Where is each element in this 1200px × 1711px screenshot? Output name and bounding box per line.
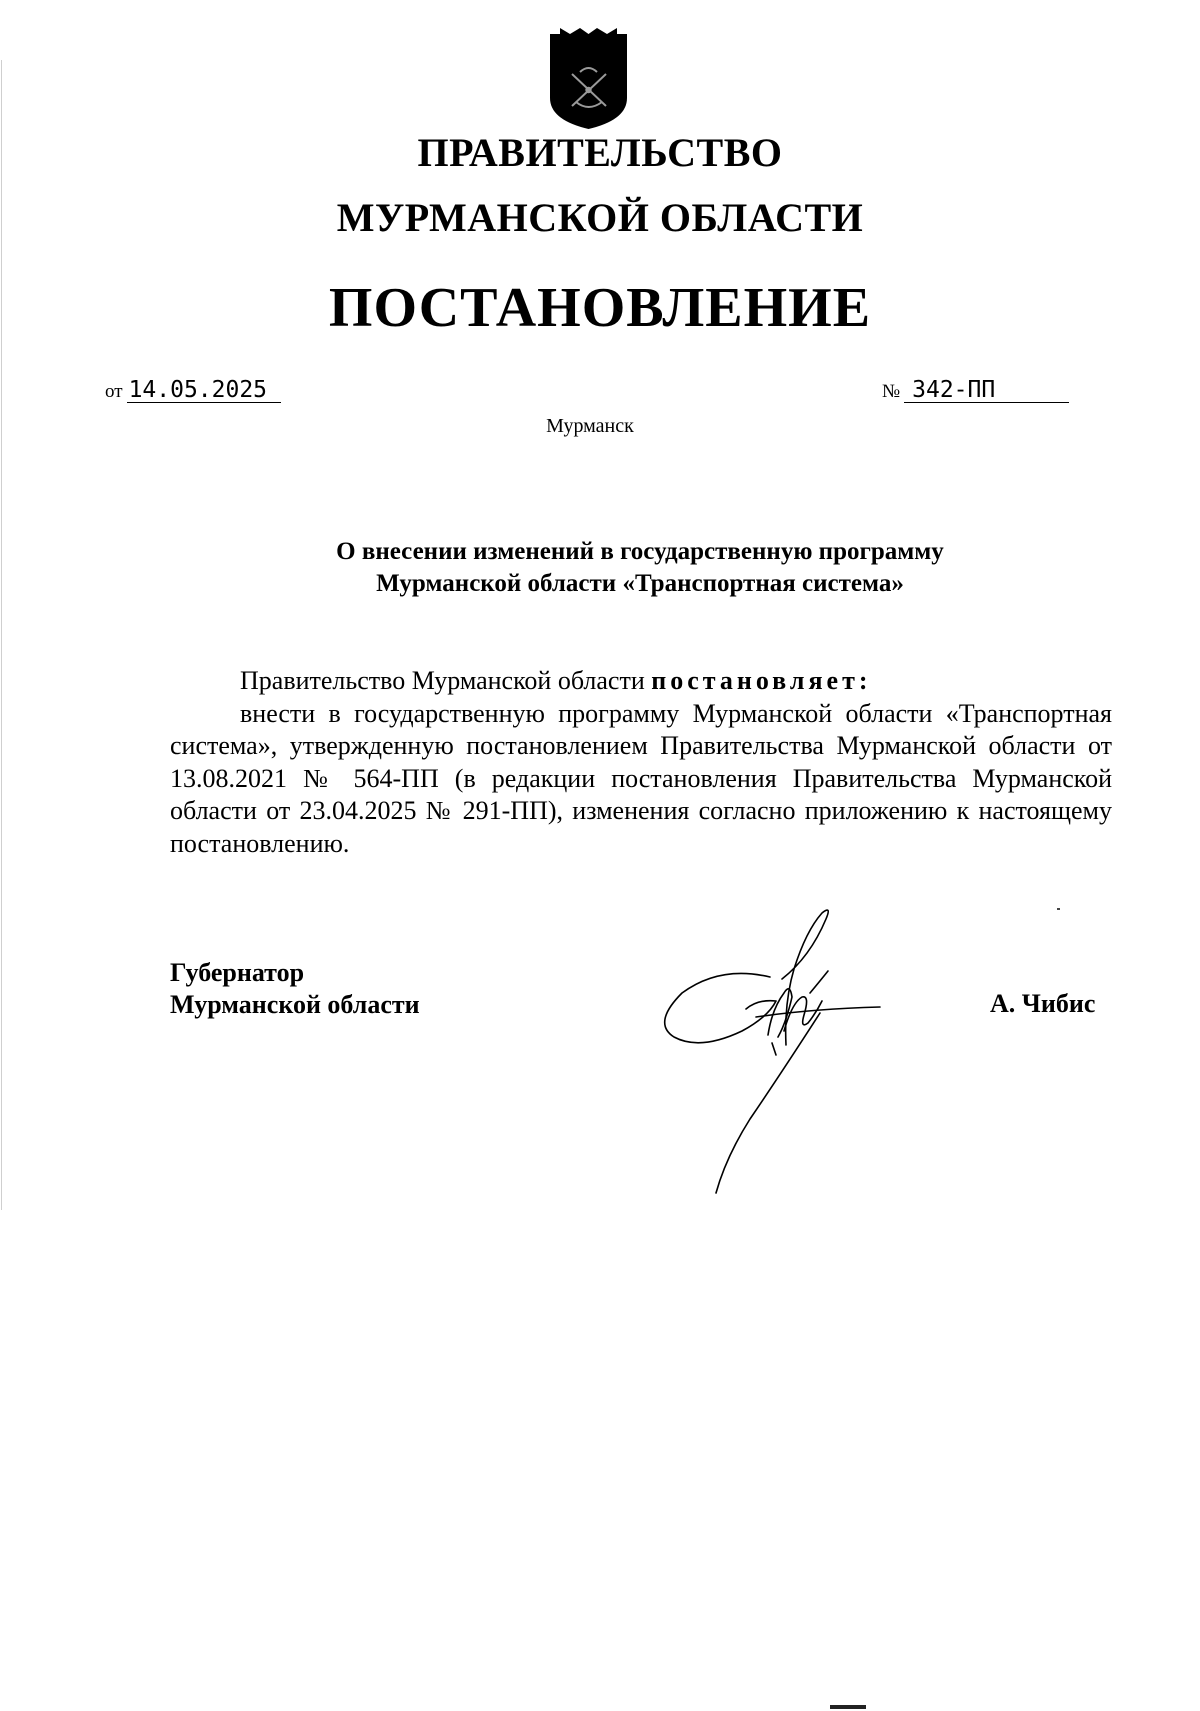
document-number [882, 378, 1069, 403]
document-date [105, 378, 281, 403]
signer-name: А. Чибис [990, 989, 1096, 1018]
body-decision: внести в государственную программу Мурманской области «Транспортная система», утвержденную постановлением Правительства Мурманской области от 13.08.2021 № 564-ПП (в редакции постановления Правительства Мурманской области от 23.04.2025 № 291-ПП), изменения согласно приложению к настоящему постановлению. [170, 698, 1112, 858]
date-value: 14.05.2025 [127, 378, 281, 403]
preamble-action: постановляет: [651, 666, 872, 695]
subject-line2: Мурманской области «Транспортная система» [376, 570, 904, 597]
document-city: Мурманск [546, 415, 634, 437]
number-value: 342-ПП [904, 378, 1069, 403]
handwritten-signature-icon [660, 905, 910, 1195]
body-preamble [170, 665, 1112, 698]
subject-line1: О внесении изменений в государственную программу [336, 538, 944, 565]
date-prefix: от [105, 381, 123, 402]
scan-speck [1057, 908, 1060, 910]
signer-title-line2: Мурманской области [170, 990, 420, 1019]
document-type-title: ПОСТАНОВЛЕНИЕ [328, 277, 872, 339]
page-bottom-mark [830, 1705, 866, 1709]
preamble-text: Правительство Мурманской области [240, 666, 652, 695]
number-prefix: № [882, 381, 901, 402]
document-body [170, 665, 1112, 860]
coat-of-arms-icon [546, 28, 631, 131]
government-title-line2: МУРМАНСКОЙ ОБЛАСТИ [336, 195, 864, 240]
signer-title [170, 957, 420, 1021]
signer-title-line1: Губернатор [170, 958, 305, 987]
government-title-line1: ПРАВИТЕЛЬСТВО [417, 130, 783, 175]
document-subject [0, 536, 1200, 600]
